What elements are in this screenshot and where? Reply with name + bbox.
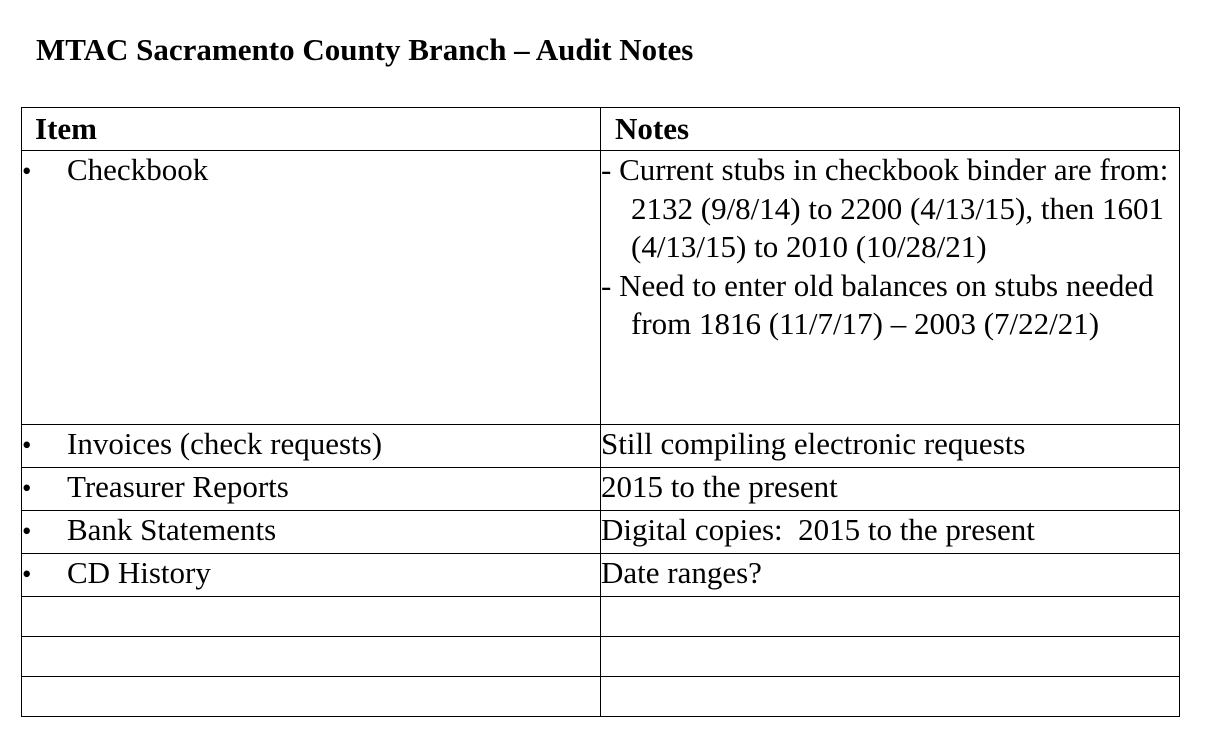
empty-table-row xyxy=(22,637,1180,677)
table-row xyxy=(22,425,1180,468)
empty-item-cell xyxy=(22,597,601,637)
note-line: - Need to enter old balances on stubs needed from 1816 (11/7/17) – 2003 (7/22/21) xyxy=(601,267,1154,341)
notes-cell: Still compiling electronic requests xyxy=(601,425,1180,468)
note-line: 2132 (9/8/14) to 2200 (4/13/15), then 1601 (4/13/15) to 2010 (10/28/21) xyxy=(631,190,1164,264)
table-header-row xyxy=(22,108,1180,151)
item-label: CD History xyxy=(67,555,211,590)
empty-table-row xyxy=(22,597,1180,637)
notes-cell: Date ranges? xyxy=(601,554,1180,597)
notes-cell: Digital copies: 2015 to the present xyxy=(601,511,1180,554)
bullet-icon: • xyxy=(22,156,32,186)
notes-cell: 2015 to the present xyxy=(601,468,1180,511)
item-label: Invoices (check requests) xyxy=(67,426,383,461)
item-cell xyxy=(22,554,601,597)
item-label: Treasurer Reports xyxy=(67,469,289,504)
note-line: - Current stubs in checkbook binder are from: xyxy=(601,152,1169,187)
item-cell xyxy=(22,511,601,554)
bullet-icon: • xyxy=(22,473,32,503)
empty-notes-cell xyxy=(601,677,1180,717)
empty-table-row xyxy=(22,677,1180,717)
empty-item-cell xyxy=(22,637,601,677)
empty-notes-cell xyxy=(601,637,1180,677)
empty-item-cell xyxy=(22,677,601,717)
item-column-header: Item xyxy=(22,108,601,151)
item-cell xyxy=(22,151,601,425)
table-row xyxy=(22,151,1180,425)
item-cell xyxy=(22,425,601,468)
table-row xyxy=(22,554,1180,597)
document-title: MTAC Sacramento County Branch – Audit Notes xyxy=(36,32,694,67)
table-row xyxy=(22,511,1180,554)
item-label: Checkbook xyxy=(67,152,209,187)
bullet-icon: • xyxy=(22,430,32,460)
notes-cell xyxy=(601,151,1180,425)
notes-column-header: Notes xyxy=(601,108,1180,151)
table-row xyxy=(22,468,1180,511)
item-cell xyxy=(22,468,601,511)
bullet-icon: • xyxy=(22,559,32,589)
bullet-icon: • xyxy=(22,516,32,546)
item-label: Bank Statements xyxy=(67,512,277,547)
audit-notes-table xyxy=(21,107,1180,717)
empty-notes-cell xyxy=(601,597,1180,637)
